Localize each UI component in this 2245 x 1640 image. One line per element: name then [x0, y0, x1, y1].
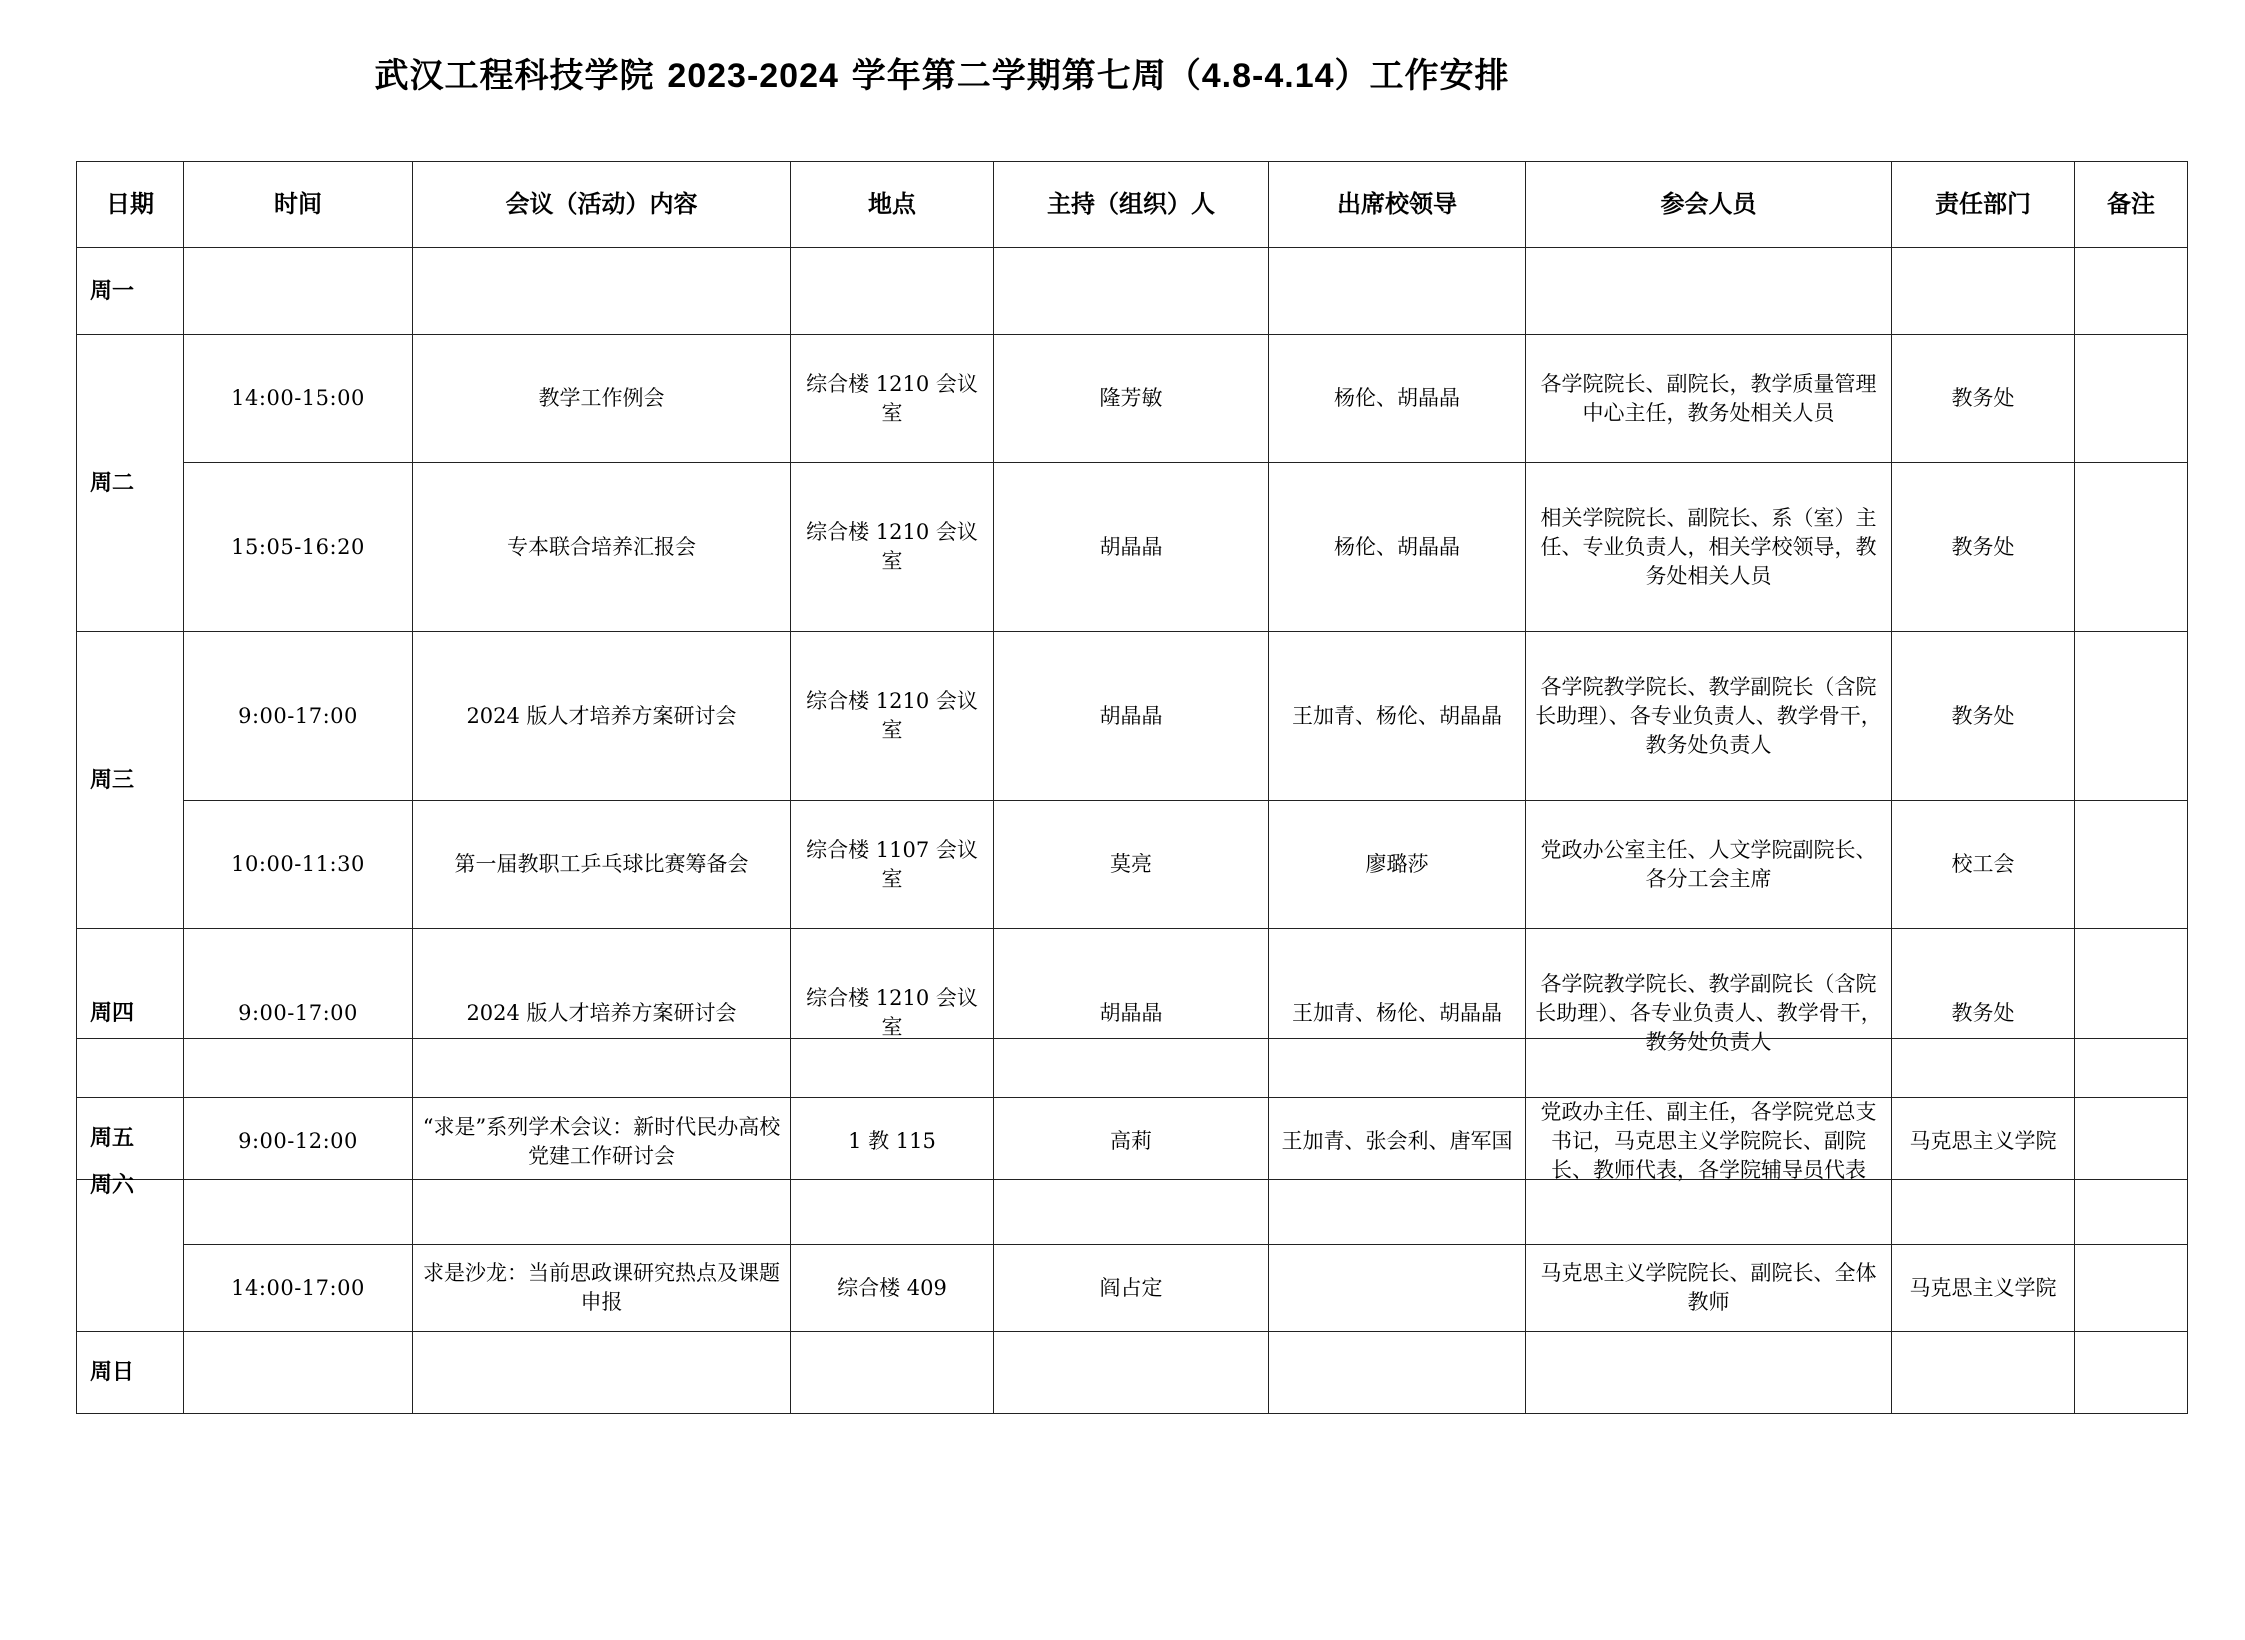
location-cell: 综合楼 1210 会议室 [791, 632, 994, 801]
time-cell: 14:00-15:00 [184, 335, 413, 463]
empty-cell [1526, 1332, 1892, 1414]
header-time: 时间 [184, 162, 413, 248]
leaders-cell: 王加青、张会利、唐军国 [1269, 1039, 1526, 1245]
content-cell: 教学工作例会 [413, 335, 791, 463]
empty-cell [791, 1332, 994, 1414]
empty-cell [1892, 248, 2075, 335]
note-cell [2075, 1245, 2188, 1332]
title-year: 2023-2024 [667, 57, 839, 95]
day-cell: 周六 [77, 1039, 184, 1332]
time-cell: 9:00-17:00 [184, 929, 413, 1098]
dept-cell: 教务处 [1892, 335, 2075, 463]
location-cell: 综合楼 1210 会议室 [791, 929, 994, 1098]
header-host: 主持（组织）人 [994, 162, 1269, 248]
time-cell: 15:05-16:20 [184, 463, 413, 632]
empty-cell [2075, 248, 2188, 335]
location-cell: 综合楼 1210 会议室 [791, 335, 994, 463]
time-cell: 10:00-11:30 [184, 801, 413, 929]
schedule-table [76, 161, 2188, 1180]
empty-cell [1269, 248, 1526, 335]
dept-cell: 马克思主义学院 [1892, 1039, 2075, 1245]
dept-cell: 教务处 [1892, 463, 2075, 632]
note-cell [2075, 632, 2188, 801]
header-dept: 责任部门 [1892, 162, 2075, 248]
note-cell [2075, 801, 2188, 929]
day-cell: 周一 [77, 248, 184, 335]
header-content: 会议（活动）内容 [413, 162, 791, 248]
header-location: 地点 [791, 162, 994, 248]
empty-cell [1526, 248, 1892, 335]
dept-cell: 校工会 [1892, 801, 2075, 929]
location-cell: 1 教 115 [791, 1039, 994, 1245]
page-title [0, 48, 1884, 97]
empty-cell [184, 1332, 413, 1414]
leaders-cell: 王加青、杨伦、胡晶晶 [1269, 929, 1526, 1098]
attendees-cell: 各学院院长、副院长，教学质量管理中心主任，教务处相关人员 [1526, 335, 1892, 463]
attendees-cell: 马克思主义学院院长、副院长、全体教师 [1526, 1245, 1892, 1332]
title-middle: 学年第二学期第七周（ [851, 56, 1202, 96]
time-cell: 9:00-17:00 [184, 632, 413, 801]
day-cell: 周三 [77, 632, 184, 929]
table-row [77, 1245, 2188, 1332]
title-suffix: ）工作安排 [1334, 56, 1510, 96]
note-cell [2075, 335, 2188, 463]
header-leaders: 出席校领导 [1269, 162, 1526, 248]
content-cell: 2024 版人才培养方案研讨会 [413, 632, 791, 801]
attendees-cell: 各学院教学院长、教学副院长（含院长助理）、各专业负责人、教学骨干，教务处负责人 [1526, 632, 1892, 801]
header-note: 备注 [2075, 162, 2188, 248]
empty-cell [994, 248, 1269, 335]
attendees-cell: 各学院教学院长、教学副院长（含院长助理）、各专业负责人、教学骨干，教务处负责人 [1526, 929, 1892, 1098]
time-cell: 14:00-17:00 [184, 1245, 413, 1332]
empty-cell [2075, 1332, 2188, 1414]
attendees-cell: 相关学院院长、副院长、系（室）主任、专业负责人，相关学校领导，教务处相关人员 [1526, 463, 1892, 632]
empty-cell [1269, 1332, 1526, 1414]
title-range: 4.8-4.14 [1201, 57, 1335, 95]
attendees-cell: 党政办公室主任、人文学院副院长、各分工会主席 [1526, 801, 1892, 929]
day-cell: 周四 [77, 929, 184, 1098]
header-row [77, 162, 2188, 248]
content-cell: 求是沙龙：当前思政课研究热点及课题申报 [413, 1245, 791, 1332]
empty-cell [791, 248, 994, 335]
table-row [77, 632, 2188, 801]
dept-cell: 马克思主义学院 [1892, 1245, 2075, 1332]
table-row [77, 335, 2188, 463]
day-cell: 周五 [77, 1098, 184, 1180]
header-date: 日期 [77, 162, 184, 248]
location-cell: 综合楼 1107 会议室 [791, 801, 994, 929]
leaders-cell: 杨伦、胡晶晶 [1269, 335, 1526, 463]
location-cell: 综合楼 409 [791, 1245, 994, 1332]
host-cell: 胡晶晶 [994, 463, 1269, 632]
table-row [77, 801, 2188, 929]
day-cell: 周日 [77, 1332, 184, 1414]
attendees-cell: 党政办主任、副主任，各学院党总支书记，马克思主义学院院长、副院长、教师代表，各学院辅导员代表 [1526, 1039, 1892, 1245]
leaders-cell [1269, 1245, 1526, 1332]
host-cell: 高莉 [994, 1039, 1269, 1245]
table-row [77, 248, 2188, 335]
host-cell: 胡晶晶 [994, 632, 1269, 801]
host-cell: 阎占定 [994, 1245, 1269, 1332]
content-cell: 专本联合培养汇报会 [413, 463, 791, 632]
leaders-cell: 杨伦、胡晶晶 [1269, 463, 1526, 632]
content-cell: 2024 版人才培养方案研讨会 [413, 929, 791, 1098]
schedule-table-weekend [76, 1038, 2188, 1414]
dept-cell: 教务处 [1892, 632, 2075, 801]
table-row [77, 1039, 2188, 1245]
content-cell: 第一届教职工乒乓球比赛筹备会 [413, 801, 791, 929]
empty-cell [994, 1332, 1269, 1414]
host-cell: 莫亮 [994, 801, 1269, 929]
title-prefix: 武汉工程科技学院 [374, 56, 655, 96]
empty-cell [184, 248, 413, 335]
table-row [77, 463, 2188, 632]
location-cell: 综合楼 1210 会议室 [791, 463, 994, 632]
leaders-cell: 廖璐莎 [1269, 801, 1526, 929]
empty-cell [413, 1332, 791, 1414]
host-cell: 隆芳敏 [994, 335, 1269, 463]
empty-cell [1892, 1332, 2075, 1414]
header-attendees: 参会人员 [1526, 162, 1892, 248]
content-cell: “求是”系列学术会议：新时代民办高校党建工作研讨会 [413, 1039, 791, 1245]
leaders-cell: 王加青、杨伦、胡晶晶 [1269, 632, 1526, 801]
host-cell: 胡晶晶 [994, 929, 1269, 1098]
note-cell [2075, 1039, 2188, 1245]
day-cell: 周二 [77, 335, 184, 632]
time-cell: 9:00-12:00 [184, 1039, 413, 1245]
empty-cell [413, 248, 791, 335]
table-row [77, 1332, 2188, 1414]
note-cell [2075, 463, 2188, 632]
dept-cell: 教务处 [1892, 929, 2075, 1098]
